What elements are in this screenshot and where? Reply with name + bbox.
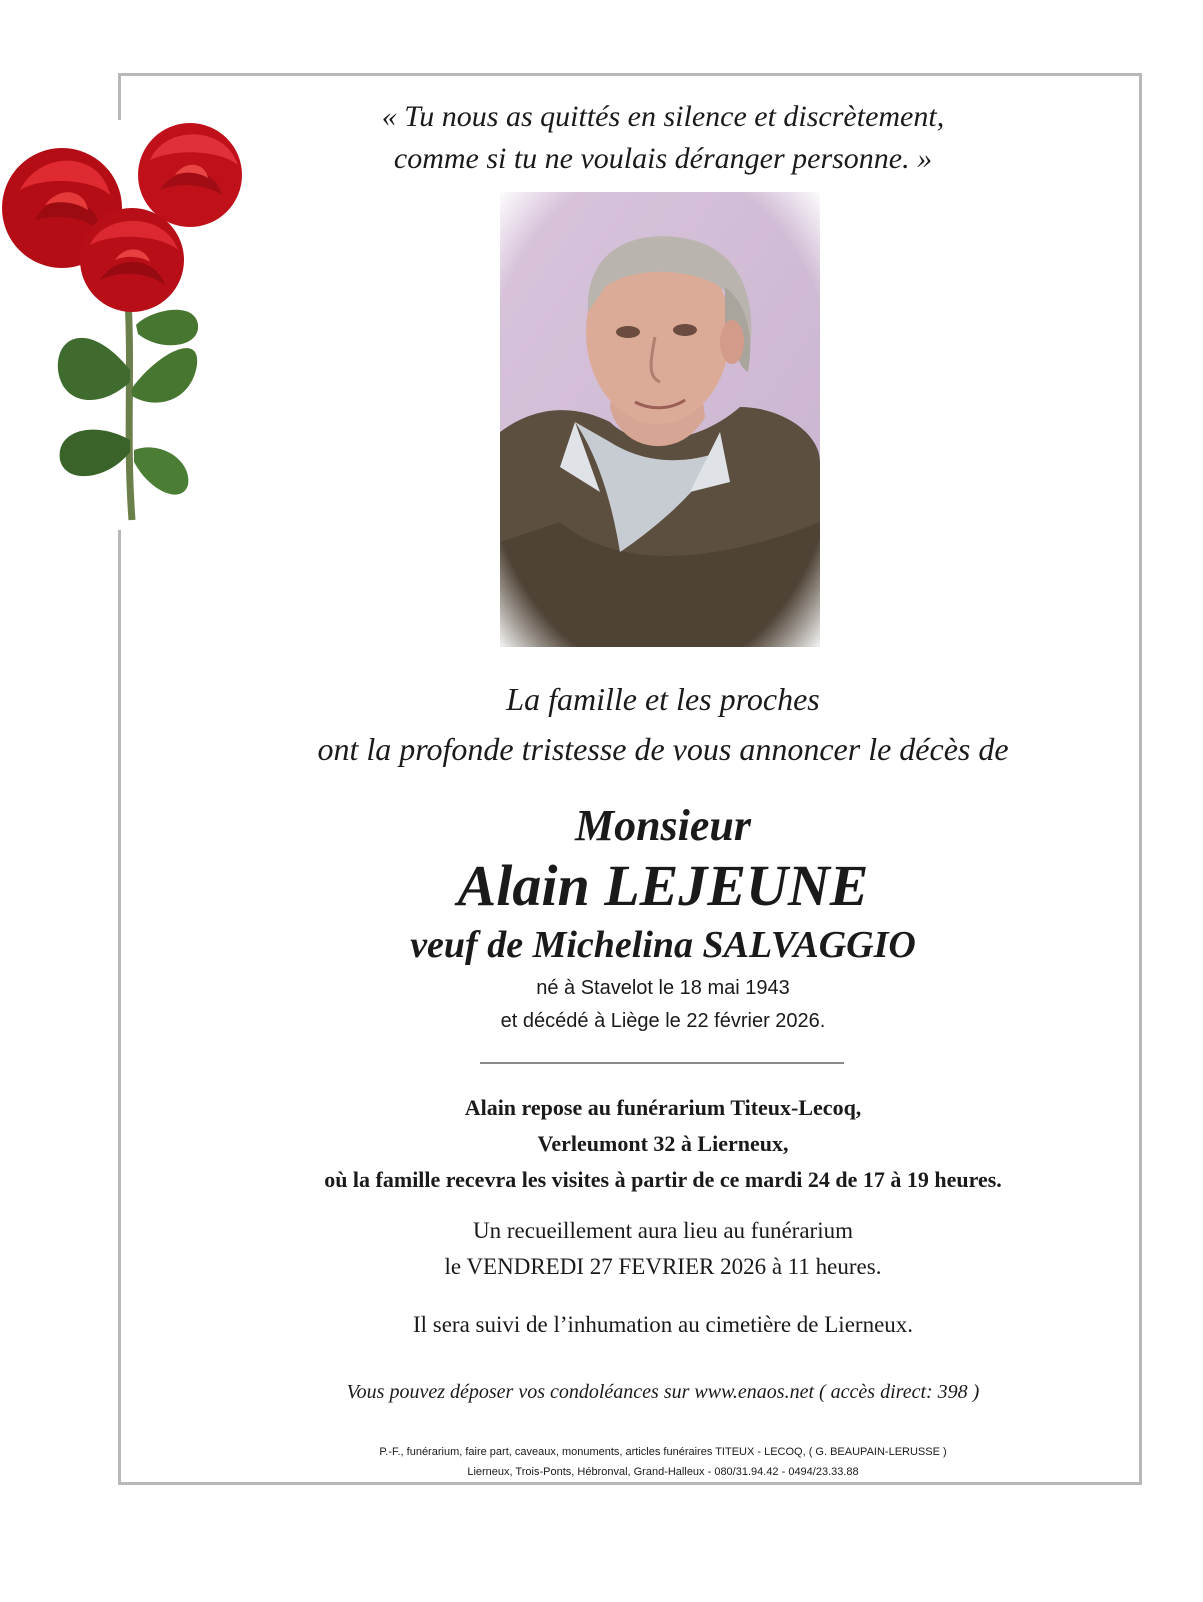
announcement (121, 674, 1203, 774)
ceremony-line-1: Un recueillement aura lieu au funérarium (473, 1218, 853, 1243)
announcement-line-1: La famille et les proches (506, 681, 820, 717)
divider (480, 1062, 844, 1064)
deceased-name: Alain LEJEUNE (457, 853, 869, 918)
death-info: et décédé à Liège le 22 février 2026. (500, 1010, 826, 1032)
deceased-title: Monsieur (574, 801, 752, 850)
quote-line-1: « Tu nous as quittés en silence et discrètement, (381, 100, 945, 133)
portrait-photo (500, 192, 820, 647)
condolences-note: Vous pouvez déposer vos condoléances sur www.enaos.net ( accès direct: 398 ) (346, 1381, 980, 1403)
funeral-home-footer (121, 1442, 1203, 1482)
deceased-spouse: veuf de Michelina SALVAGGIO (410, 924, 916, 966)
birth-info: né à Stavelot le 18 mai 1943 (536, 977, 790, 999)
roses-decoration (0, 120, 250, 530)
quote-line-2: comme si tu ne voulais déranger personne. » (393, 142, 933, 175)
burial-info: Il sera suivi de l’inhumation au cimetière de Lierneux. (412, 1312, 914, 1337)
visitation-line-3: où la famille recevra les visites à partir de ce mardi 24 de 17 à 19 heures. (324, 1167, 1002, 1192)
visitation-line-1: Alain repose au funérarium Titeux-Lecoq, (464, 1095, 862, 1120)
ceremony-line-2: le VENDREDI 27 FEVRIER 2026 à 11 heures. (444, 1254, 882, 1279)
footer-line-2: Lierneux, Trois-Ponts, Hébronval, Grand-Halleux - 080/31.94.42 - 0494/23.33.88 (467, 1466, 859, 1478)
visitation-line-2: Verleumont 32 à Lierneux, (537, 1131, 789, 1156)
announcement-line-2: ont la profonde tristesse de vous annoncer le décès de (317, 731, 1009, 767)
footer-line-1: P.-F., funérarium, faire part, caveaux, monuments, articles funéraires TITEUX - LECOQ, ( G. BEAUPAIN-LERUSSE ) (379, 1446, 947, 1458)
rose-front (80, 208, 184, 312)
ceremony-info (121, 1213, 1203, 1285)
quote-block (121, 96, 1203, 180)
visitation-info (121, 1090, 1203, 1198)
